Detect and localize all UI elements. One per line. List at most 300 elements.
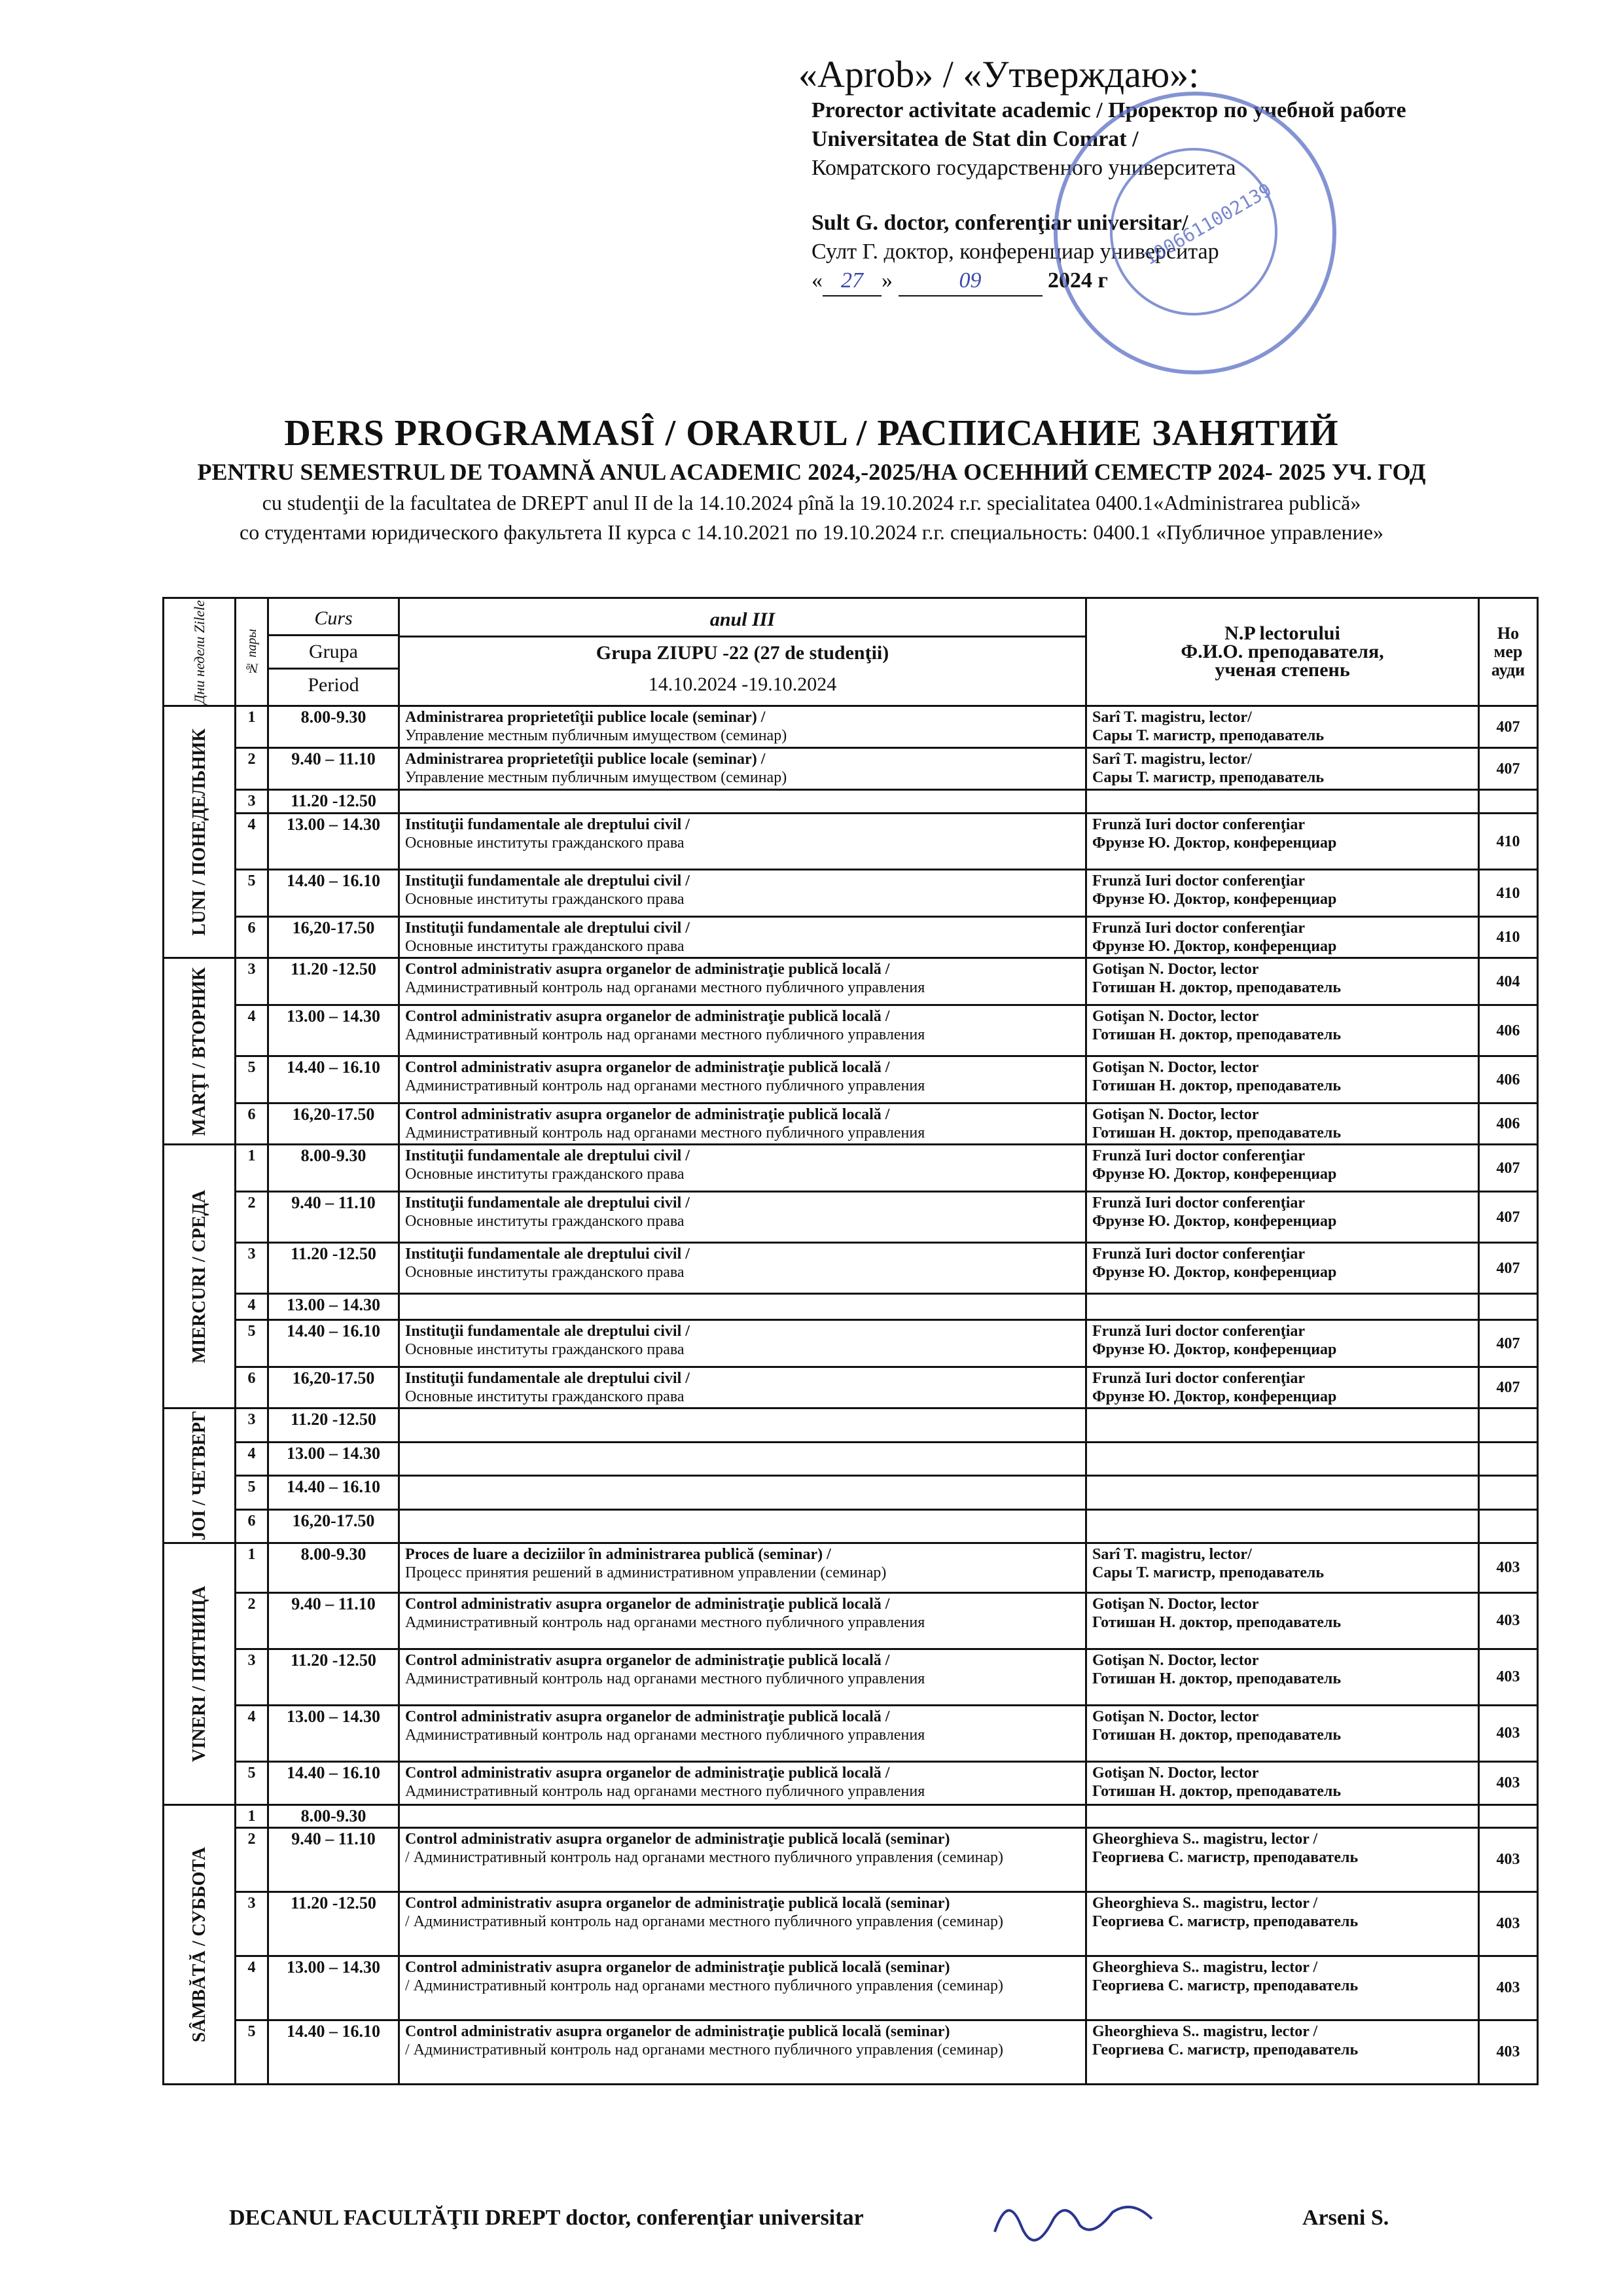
table-row — [164, 2020, 1538, 2084]
date-close: » — [882, 268, 893, 293]
table-row — [164, 814, 1538, 870]
subject-ro: Instituţii fundamentale ale dreptului civil / — [405, 1323, 690, 1340]
subject-cell — [399, 1442, 1086, 1475]
teacher-ro: Frunză Iuri doctor conferenţiar — [1092, 1194, 1306, 1212]
room-cell — [1479, 1145, 1538, 1192]
teacher-cell — [1086, 814, 1479, 870]
table-row — [164, 1804, 1538, 1827]
header-room1: Но — [1497, 624, 1520, 643]
header-curs: Curs — [269, 603, 398, 636]
teacher-cell — [1086, 1294, 1479, 1320]
pair-time-text: 14.40 – 16.10 — [287, 871, 380, 891]
header-room — [1479, 598, 1538, 706]
teacher-ru: Фрунзе Ю. Доктор, конференциар — [1092, 1388, 1337, 1406]
subject-ro: Control administrativ asupra organelor de administraţie publică locală / — [405, 1651, 890, 1669]
subject-ro: Control administrativ asupra organelor de administraţie publică locală / — [405, 1595, 890, 1613]
subject-ro: Control administrativ asupra organelor de administraţie publică locală / — [405, 1106, 890, 1124]
pair-time-text: 13.00 – 14.30 — [287, 1706, 380, 1726]
room-cell — [1479, 1827, 1538, 1892]
pair-number — [236, 1103, 268, 1145]
pair-number-text: 6 — [247, 1106, 256, 1124]
date-year: 2024 г — [1048, 268, 1108, 293]
teacher-cell — [1086, 1543, 1479, 1592]
pair-number-text: 6 — [247, 1512, 256, 1530]
subject-cell — [399, 1804, 1086, 1827]
header-curs-group-period — [268, 598, 399, 706]
pair-number-text: 1 — [247, 1545, 256, 1563]
room-cell — [1479, 1103, 1538, 1145]
table-row — [164, 1294, 1538, 1320]
pair-number-text: 4 — [247, 1444, 256, 1462]
pair-number — [236, 1145, 268, 1192]
teacher-cell — [1086, 1592, 1479, 1649]
subject-cell — [399, 814, 1086, 870]
pair-time-text: 14.40 – 16.10 — [287, 1477, 380, 1497]
subject-ro: Control administrativ asupra organelor de administraţie publică locală / — [405, 961, 890, 978]
teacher-cell — [1086, 1476, 1479, 1509]
table-row — [164, 958, 1538, 1005]
pair-number-text: 4 — [247, 1708, 256, 1725]
pair-number-text: 1 — [247, 1807, 256, 1825]
pair-time-text: 11.20 -12.50 — [291, 1410, 376, 1429]
table-row — [164, 1476, 1538, 1509]
subject-ru: Административный контроль над органами местного публичного управления — [405, 1670, 925, 1687]
subject-ro: Instituţii fundamentale ale dreptului civil / — [405, 920, 690, 937]
dean-title: DECANUL FACULTĂŢII DREPT doctor, conferenţiar universitar — [229, 2206, 864, 2230]
date-month: 09 — [899, 266, 1043, 296]
pair-number — [236, 1592, 268, 1649]
subject-ru: Основные институты гражданского права — [405, 834, 685, 852]
pair-number — [236, 917, 268, 958]
day-cell: MIERCURI / СРЕДА — [164, 1145, 236, 1408]
date-open: « — [812, 268, 823, 293]
subject-ro: Instituţii fundamentale ale dreptului civil / — [405, 872, 690, 890]
teacher-cell — [1086, 1056, 1479, 1103]
header-lector2: Ф.И.О. преподавателя, — [1181, 641, 1384, 663]
room-cell — [1479, 814, 1538, 870]
subject-cell — [399, 1476, 1086, 1509]
teacher-cell — [1086, 1192, 1479, 1243]
pair-time-text: 9.40 – 11.10 — [291, 1594, 376, 1613]
room-cell — [1479, 958, 1538, 1005]
teacher-ru: Фрунзе Ю. Доктор, конференциар — [1092, 1264, 1337, 1282]
subject-ru: / Административный контроль над органами местного публичного управления (семинар) — [405, 1848, 1004, 1866]
room-number: 407 — [1496, 1379, 1520, 1397]
pair-time — [268, 958, 399, 1005]
room-cell — [1479, 917, 1538, 958]
table-row — [164, 1320, 1538, 1367]
pair-time — [268, 706, 399, 748]
teacher-ro: Frunză Iuri doctor conferenţiar — [1092, 816, 1306, 834]
stamp-code: 1006611002139 — [1140, 179, 1275, 270]
table-row — [164, 1056, 1538, 1103]
room-cell — [1479, 1005, 1538, 1056]
pair-number — [236, 1649, 268, 1705]
pair-time-text: 16,20-17.50 — [292, 1369, 375, 1388]
table-row — [164, 1192, 1538, 1243]
pair-time — [268, 1005, 399, 1056]
pair-number — [236, 1408, 268, 1442]
header-room3: ауди — [1491, 660, 1525, 680]
room-number: 407 — [1496, 760, 1520, 778]
pair-number-text: 3 — [247, 1246, 256, 1263]
room-number: 407 — [1496, 1208, 1520, 1226]
subject-cell — [399, 1509, 1086, 1543]
header-pair: № пары — [236, 598, 268, 706]
room-cell — [1479, 1705, 1538, 1761]
header-period-val: 14.10.2024 -19.10.2024 — [648, 673, 837, 695]
subject-cell — [399, 1649, 1086, 1705]
pair-number — [236, 1705, 268, 1761]
room-cell — [1479, 1192, 1538, 1243]
teacher-cell — [1086, 1408, 1479, 1442]
subject-cell — [399, 1192, 1086, 1243]
table-row — [164, 1408, 1538, 1442]
pair-number-text: 1 — [247, 709, 256, 726]
pair-number — [236, 870, 268, 917]
dean-signature — [982, 2179, 1165, 2258]
pair-time — [268, 814, 399, 870]
teacher-cell — [1086, 1705, 1479, 1761]
room-cell — [1479, 1442, 1538, 1475]
table-row — [164, 1103, 1538, 1145]
day-cell: SÂMBĂTĂ / СУББОТА — [164, 1804, 236, 2084]
pair-number — [236, 958, 268, 1005]
teacher-ro: Frunză Iuri doctor conferenţiar — [1092, 872, 1306, 890]
subject-ru: Административный контроль над органами местного публичного управления — [405, 1613, 925, 1631]
pair-number — [236, 1509, 268, 1543]
pair-time-text: 11.20 -12.50 — [291, 791, 376, 811]
room-number: 410 — [1496, 884, 1520, 902]
pair-number — [236, 748, 268, 790]
pair-number — [236, 706, 268, 748]
room-number: 406 — [1496, 1022, 1520, 1039]
pair-number — [236, 1294, 268, 1320]
table-row — [164, 1827, 1538, 1892]
teacher-ro: Gotişan N. Doctor, lector — [1092, 1708, 1259, 1725]
day-cell: LUNI / ПОНЕДЕЛЬНИК — [164, 706, 236, 958]
room-cell — [1479, 748, 1538, 790]
room-number: 407 — [1496, 1159, 1520, 1177]
table-row — [164, 1705, 1538, 1761]
subject-ro: Proces de luare a deciziilor în administrarea publică (seminar) / — [405, 1545, 831, 1563]
pair-time — [268, 1476, 399, 1509]
pair-time — [268, 1442, 399, 1475]
teacher-ro: Gheorghieva S.. magistru, lector / — [1092, 1958, 1318, 1976]
pair-number — [236, 1476, 268, 1509]
pair-time-text: 8.00-9.30 — [300, 1544, 366, 1564]
teacher-cell — [1086, 1649, 1479, 1705]
table-row — [164, 1649, 1538, 1705]
teacher-cell — [1086, 706, 1479, 748]
pair-time — [268, 1956, 399, 2020]
subject-cell — [399, 1892, 1086, 1956]
subject-ro: Instituţii fundamentale ale dreptului civil / — [405, 816, 690, 834]
teacher-cell — [1086, 1367, 1479, 1408]
table-row — [164, 1442, 1538, 1475]
subject-ru: Процесс принятия решений в административном управлении (семинар) — [405, 1564, 887, 1581]
pair-number-text: 4 — [247, 1297, 256, 1314]
room-cell — [1479, 1956, 1538, 2020]
table-row — [164, 1892, 1538, 1956]
room-cell — [1479, 1294, 1538, 1320]
pair-number — [236, 1056, 268, 1103]
room-cell — [1479, 1761, 1538, 1804]
pair-time-text: 16,20-17.50 — [292, 1511, 375, 1530]
pair-number — [236, 1320, 268, 1367]
teacher-ru: Георгиева С. магистр, преподаватель — [1092, 1977, 1359, 1994]
subject-cell — [399, 958, 1086, 1005]
pair-time-text: 9.40 – 11.10 — [291, 1829, 376, 1848]
pair-number — [236, 1956, 268, 2020]
pair-time — [268, 1367, 399, 1408]
table-row — [164, 1543, 1538, 1592]
pair-time-text: 14.40 – 16.10 — [287, 1058, 380, 1077]
teacher-ru: Фрунзе Ю. Доктор, конференциар — [1092, 938, 1337, 956]
subject-cell — [399, 1761, 1086, 1804]
pair-number — [236, 1192, 268, 1243]
subject-ru: Административный контроль над органами местного публичного управления — [405, 1077, 925, 1095]
teacher-ru: Георгиева С. магистр, преподаватель — [1092, 1912, 1359, 1930]
room-cell — [1479, 1367, 1538, 1408]
day-cell: MARŢI / ВТОРНИК — [164, 958, 236, 1145]
teacher-cell — [1086, 1320, 1479, 1367]
teacher-cell — [1086, 748, 1479, 790]
pair-time-text: 9.40 – 11.10 — [291, 1193, 376, 1213]
pair-time — [268, 1408, 399, 1442]
day-cell: VINERI / ПЯТНИЦА — [164, 1543, 236, 1804]
room-cell — [1479, 1649, 1538, 1705]
pair-number-text: 5 — [247, 872, 256, 890]
table-row — [164, 870, 1538, 917]
document-heading — [52, 412, 1571, 545]
room-cell — [1479, 1320, 1538, 1367]
room-number: 403 — [1496, 1774, 1520, 1792]
pair-number — [236, 1892, 268, 1956]
subject-cell — [399, 1294, 1086, 1320]
pair-time-text: 8.00-9.30 — [300, 1806, 366, 1825]
subject-ro: Instituţii fundamentale ale dreptului civil / — [405, 1246, 690, 1263]
pair-time-text: 8.00-9.30 — [300, 708, 366, 727]
date-day: 27 — [823, 266, 882, 296]
room-number: 410 — [1496, 833, 1520, 850]
room-number: 407 — [1496, 1335, 1520, 1352]
pair-number-text: 5 — [247, 1059, 256, 1077]
subject-cell — [399, 870, 1086, 917]
header-grupa: Grupa — [269, 636, 398, 670]
room-number: 403 — [1496, 1559, 1520, 1577]
header-lector — [1086, 598, 1479, 706]
teacher-cell — [1086, 1804, 1479, 1827]
pair-number-text: 5 — [247, 1479, 256, 1496]
teacher-ru: Готишан Н. доктор, преподаватель — [1092, 1026, 1342, 1044]
subject-cell — [399, 790, 1086, 814]
approval-line5: Султ Г. доктор, конференциар университар — [812, 240, 1219, 264]
subject-cell — [399, 706, 1086, 748]
pair-number-text: 3 — [247, 961, 256, 978]
pair-time-text: 13.00 – 14.30 — [287, 1957, 380, 1977]
teacher-cell — [1086, 790, 1479, 814]
pair-time — [268, 1543, 399, 1592]
teacher-ru: Готишан Н. доктор, преподаватель — [1092, 1782, 1342, 1800]
teacher-cell — [1086, 1892, 1479, 1956]
pair-time — [268, 1294, 399, 1320]
subject-ro: Control administrativ asupra organelor de administraţie publică locală (seminar) — [405, 1894, 950, 1912]
teacher-ru: Готишан Н. доктор, преподаватель — [1092, 1726, 1342, 1744]
pair-number — [236, 1442, 268, 1475]
pair-number-text: 6 — [247, 1370, 256, 1388]
pair-time-text: 11.20 -12.50 — [291, 1244, 376, 1264]
teacher-cell — [1086, 1005, 1479, 1056]
table-row — [164, 1509, 1538, 1543]
pair-time-text: 16,20-17.50 — [292, 918, 375, 938]
subject-ru: / Административный контроль над органами местного публичного управления (семинар) — [405, 2041, 1004, 2058]
header-lector1: N.P lectorului — [1224, 622, 1340, 645]
subject-cell — [399, 1320, 1086, 1367]
pair-time — [268, 2020, 399, 2084]
subject-ro: Control administrativ asupra organelor de administraţie publică locală / — [405, 1764, 890, 1782]
approval-line3: Комратского государственного университета — [812, 156, 1236, 180]
footer — [229, 2206, 1472, 2231]
subject-ru: Административный контроль над органами местного публичного управления — [405, 1026, 925, 1044]
subject-ru: Основные институты гражданского права — [405, 1341, 685, 1359]
pair-time — [268, 1892, 399, 1956]
teacher-ro: Frunză Iuri doctor conferenţiar — [1092, 1147, 1306, 1165]
pair-time-text: 14.40 – 16.10 — [287, 1321, 380, 1341]
subject-ro: Control administrativ asupra organelor de administraţie publică locală / — [405, 1059, 890, 1077]
pair-time — [268, 1649, 399, 1705]
pair-number — [236, 1005, 268, 1056]
teacher-cell — [1086, 1103, 1479, 1145]
room-number: 403 — [1496, 1979, 1520, 1997]
pair-time-text: 11.20 -12.50 — [291, 960, 376, 979]
subject-ro: Instituţii fundamentale ale dreptului civil / — [405, 1147, 690, 1165]
header-room2: мер — [1493, 642, 1523, 662]
teacher-ru: Сары Т. магистр, преподаватель — [1092, 1564, 1325, 1581]
teacher-ro: Sarî T. magistru, lector/ — [1092, 751, 1252, 768]
subject-ru: / Административный контроль над органами местного публичного управления (семинар) — [405, 1977, 1004, 1994]
teacher-ro: Gotişan N. Doctor, lector — [1092, 1764, 1259, 1782]
header-period: Period — [308, 674, 359, 696]
teacher-ro: Gotişan N. Doctor, lector — [1092, 1595, 1259, 1613]
room-number: 407 — [1496, 1259, 1520, 1277]
subject-ro: Instituţii fundamentale ale dreptului civil / — [405, 1370, 690, 1388]
room-number: 406 — [1496, 1071, 1520, 1088]
subject-cell — [399, 748, 1086, 790]
room-cell — [1479, 2020, 1538, 2084]
subject-cell — [399, 2020, 1086, 2084]
teacher-ro: Gheorghieva S.. magistru, lector / — [1092, 1894, 1318, 1912]
approval-line2: Universitatea de Stat din Comrat / — [812, 127, 1139, 151]
teacher-ru: Сары Т. магистр, преподаватель — [1092, 769, 1325, 787]
heading-ru: со студентами юридического факультета II курса с 14.10.2021 по 19.10.2024 г.г. специальность: 0400.1 «Публичное управление» — [240, 520, 1383, 544]
pair-number-text: 3 — [247, 1894, 256, 1912]
approval-line4: Sult G. doctor, conferenţiar universitar/ — [812, 211, 1188, 235]
room-number: 403 — [1496, 1612, 1520, 1630]
pair-time — [268, 1804, 399, 1827]
subject-ru: Основные институты гражданского права — [405, 1166, 685, 1183]
schedule-table — [162, 597, 1539, 2085]
pair-number — [236, 1243, 268, 1294]
teacher-ro: Gotişan N. Doctor, lector — [1092, 1008, 1259, 1026]
pair-time — [268, 1705, 399, 1761]
room-cell — [1479, 1056, 1538, 1103]
subject-ro: Administrarea proprietetîţii publice locale (seminar) / — [405, 751, 766, 768]
table-row — [164, 748, 1538, 790]
room-cell — [1479, 790, 1538, 814]
teacher-cell — [1086, 1827, 1479, 1892]
teacher-cell — [1086, 1442, 1479, 1475]
pair-time-text: 13.00 – 14.30 — [287, 815, 380, 834]
room-cell — [1479, 1892, 1538, 1956]
pair-time-text: 13.00 – 14.30 — [287, 1295, 380, 1315]
teacher-ru: Сары Т. магистр, преподаватель — [1092, 727, 1325, 745]
subject-ru: Административный контроль над органами местного публичного управления — [405, 1782, 925, 1800]
room-number: 403 — [1496, 2043, 1520, 2061]
teacher-cell — [1086, 917, 1479, 958]
pair-number-text: 4 — [247, 1008, 256, 1026]
teacher-ro: Sarî T. magistru, lector/ — [1092, 709, 1252, 726]
teacher-ru: Готишан Н. доктор, преподаватель — [1092, 1077, 1342, 1095]
subject-cell — [399, 1103, 1086, 1145]
subject-ro: Control administrativ asupra organelor de administraţie publică locală / — [405, 1008, 890, 1026]
day-cell: JOI / ЧЕТВЕРГ — [164, 1408, 236, 1543]
pair-time — [268, 1509, 399, 1543]
header-days: Дни недели Zilele — [164, 598, 236, 706]
dean-name: Arseni S. — [1302, 2206, 1389, 2230]
room-number: 404 — [1496, 973, 1520, 990]
table-row — [164, 706, 1538, 748]
pair-number-text: 4 — [247, 816, 256, 834]
teacher-ro: Frunză Iuri doctor conferenţiar — [1092, 1370, 1306, 1388]
subject-cell — [399, 1543, 1086, 1592]
pair-number-text: 3 — [247, 1651, 256, 1669]
teacher-ru: Фрунзе Ю. Доктор, конференциар — [1092, 1341, 1337, 1359]
teacher-cell — [1086, 1761, 1479, 1804]
subject-ro: Control administrativ asupra organelor de administraţie publică locală (seminar) — [405, 1830, 950, 1848]
teacher-ro: Gotişan N. Doctor, lector — [1092, 961, 1259, 978]
pair-time — [268, 1592, 399, 1649]
teacher-ru: Готишан Н. доктор, преподаватель — [1092, 1124, 1342, 1142]
teacher-ru: Фрунзе Ю. Доктор, конференциар — [1092, 891, 1337, 908]
pair-time — [268, 1761, 399, 1804]
pair-number — [236, 814, 268, 870]
header-group-info — [399, 598, 1086, 706]
room-cell — [1479, 1804, 1538, 1827]
teacher-cell — [1086, 1956, 1479, 2020]
room-cell — [1479, 1592, 1538, 1649]
pair-time — [268, 1103, 399, 1145]
subject-ru: Основные институты гражданского права — [405, 938, 685, 956]
table-row — [164, 917, 1538, 958]
pair-time-text: 9.40 – 11.10 — [291, 749, 376, 769]
approval-line1: Prorector activitate academic / Проректор по учебной работе — [812, 98, 1406, 122]
room-cell — [1479, 706, 1538, 748]
subject-ru: Основные институты гражданского права — [405, 1388, 685, 1406]
room-number: 407 — [1496, 718, 1520, 736]
header-lector3: ученая степень — [1215, 659, 1350, 681]
pair-number-text: 2 — [247, 1830, 256, 1848]
pair-number — [236, 2020, 268, 2084]
room-number: 403 — [1496, 1915, 1520, 1933]
subject-ro: Administrarea proprietetîţii publice locale (seminar) / — [405, 709, 766, 726]
subject-cell — [399, 1005, 1086, 1056]
subject-ru: Административный контроль над органами местного публичного управления — [405, 1726, 925, 1744]
teacher-ro: Frunză Iuri doctor conferenţiar — [1092, 1323, 1306, 1340]
pair-number-text: 5 — [247, 1323, 256, 1340]
heading-title: DERS PROGRAMASÎ / ORARUL / РАСПИСАНИЕ ЗАНЯТИЙ — [284, 413, 1339, 454]
teacher-ru: Фрунзе Ю. Доктор, конференциар — [1092, 1213, 1337, 1230]
